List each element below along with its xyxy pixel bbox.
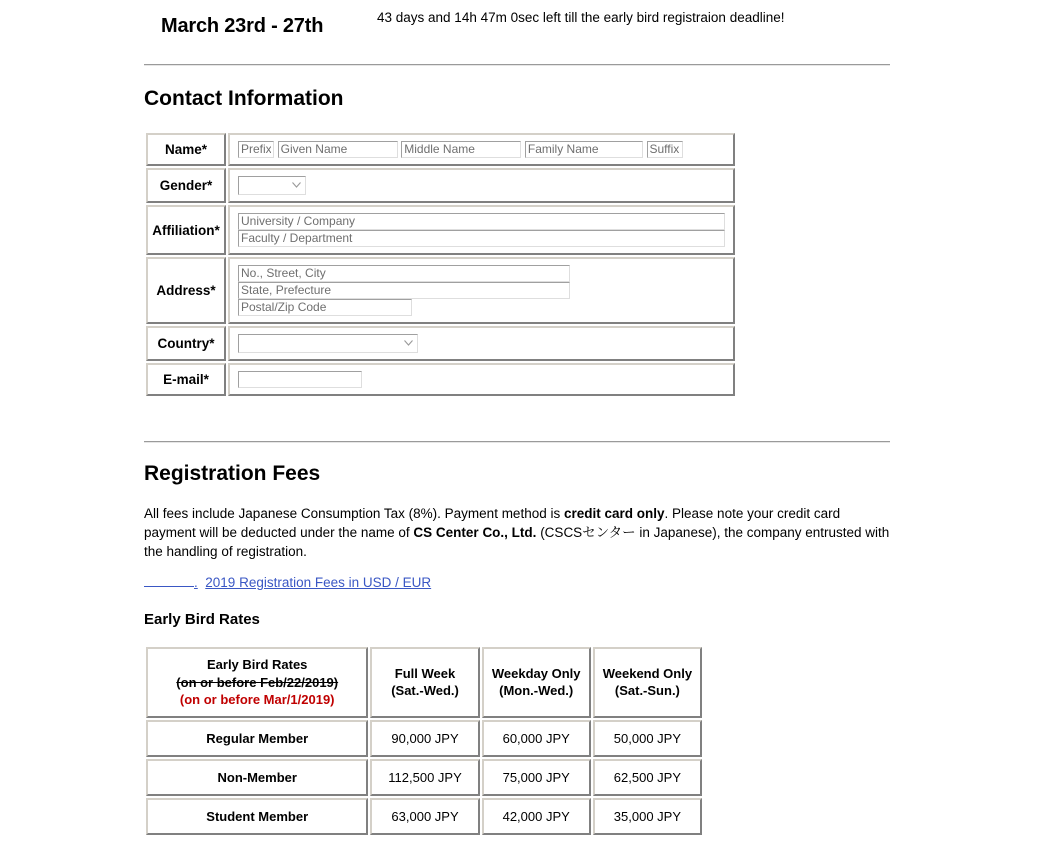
corner-title: Early Bird Rates (206, 657, 308, 672)
column-header-weekend-only (593, 647, 702, 718)
form-row-address (146, 257, 735, 324)
name-label: Name* (146, 133, 226, 166)
link-leading-rule (144, 586, 194, 587)
regular-member-weekday-amount: 60,000 JPY (482, 720, 591, 757)
given-name-input[interactable] (278, 141, 398, 158)
header-banner (0, 0, 1063, 56)
divider-top (144, 64, 890, 66)
fees-text-part-1: All fees include Japanese Consumption Tax (8%). Payment method is (144, 506, 564, 521)
registration-fees-link-row (144, 575, 431, 590)
suffix-input[interactable] (647, 141, 683, 158)
registration-fees-usd-eur-link[interactable]: 2019 Registration Fees in USD / EUR (205, 575, 432, 590)
country-select[interactable] (238, 334, 418, 353)
form-row-country (146, 326, 735, 361)
email-label: E-mail* (146, 363, 226, 396)
row-category-regular-member: Regular Member (146, 720, 368, 757)
table-header-row (146, 647, 702, 718)
full-week-sub: (Sat.-Wed.) (391, 683, 459, 699)
address-fields-cell (228, 257, 735, 324)
faculty-department-input[interactable] (238, 230, 725, 247)
weekend-only-sub: (Sat.-Sun.) (614, 683, 680, 699)
divider-middle (144, 441, 890, 443)
university-company-input[interactable] (238, 213, 725, 230)
weekday-only-sub: (Mon.-Wed.) (499, 683, 574, 699)
full-week-title: Full Week (394, 666, 456, 682)
student-member-full-week-amount: 63,000 JPY (370, 798, 479, 835)
gender-select[interactable] (238, 176, 306, 195)
link-bullet-dot: . (194, 575, 198, 590)
country-label: Country* (146, 326, 226, 361)
fees-text-part-2: . Please note your credit card payment will be deducted under the name of (144, 506, 841, 540)
affiliation-fields-cell (228, 205, 735, 255)
non-member-full-week-amount: 112,500 JPY (370, 759, 479, 796)
non-member-weekend-amount: 62,500 JPY (593, 759, 702, 796)
state-prefecture-input[interactable] (238, 282, 570, 299)
prefix-input[interactable] (238, 141, 274, 158)
early-bird-rates-table (144, 645, 704, 837)
corner-old-deadline: (on or before Feb/22/2019) (176, 674, 339, 690)
gender-field-cell (228, 168, 735, 203)
email-input[interactable] (238, 371, 362, 388)
weekend-only-title: Weekend Only (602, 666, 693, 682)
cs-center-name-emphasis: CS Center Co., Ltd. (413, 524, 537, 540)
conference-date-range: March 23rd - 27th (161, 15, 324, 37)
weekday-only-title: Weekday Only (491, 666, 581, 682)
form-row-email (146, 363, 735, 396)
address-label: Address* (146, 257, 226, 324)
gender-label: Gender* (146, 168, 226, 203)
contact-information-form (144, 131, 737, 398)
corner-new-deadline: (on or before Mar/1/2019) (179, 692, 335, 707)
chevron-down-icon (404, 340, 413, 346)
country-field-cell (228, 326, 735, 361)
regular-member-full-week-amount: 90,000 JPY (370, 720, 479, 757)
early-bird-rates-heading: Early Bird Rates (144, 611, 260, 628)
street-city-input[interactable] (238, 265, 570, 282)
registration-fees-paragraph (144, 505, 892, 561)
table-row (146, 798, 702, 835)
column-header-weekday-only (482, 647, 591, 718)
table-row (146, 720, 702, 757)
middle-name-input[interactable] (401, 141, 521, 158)
registration-fees-heading: Registration Fees (144, 462, 321, 485)
form-row-affiliation (146, 205, 735, 255)
column-header-full-week (370, 647, 479, 718)
early-bird-countdown-text: 43 days and 14h 47m 0sec left till the early bird registraion deadline! (377, 10, 785, 25)
email-field-cell (228, 363, 735, 396)
family-name-input[interactable] (525, 141, 643, 158)
non-member-weekday-amount: 75,000 JPY (482, 759, 591, 796)
row-category-non-member: Non-Member (146, 759, 368, 796)
table-row (146, 759, 702, 796)
student-member-weekday-amount: 42,000 JPY (482, 798, 591, 835)
form-row-gender (146, 168, 735, 203)
affiliation-label: Affiliation* (146, 205, 226, 255)
row-category-student-member: Student Member (146, 798, 368, 835)
chevron-down-icon (292, 182, 301, 188)
table-corner-header (146, 647, 368, 718)
credit-card-only-emphasis: credit card only (563, 506, 665, 521)
name-fields-cell (228, 133, 735, 166)
contact-information-heading: Contact Information (144, 87, 344, 110)
postal-zip-code-input[interactable] (238, 299, 412, 316)
form-row-name (146, 133, 735, 166)
regular-member-weekend-amount: 50,000 JPY (593, 720, 702, 757)
fees-text-part-3: (CSCSセンター in Japanese), the company entrusted with the handling of registration. (144, 524, 890, 559)
student-member-weekend-amount: 35,000 JPY (593, 798, 702, 835)
